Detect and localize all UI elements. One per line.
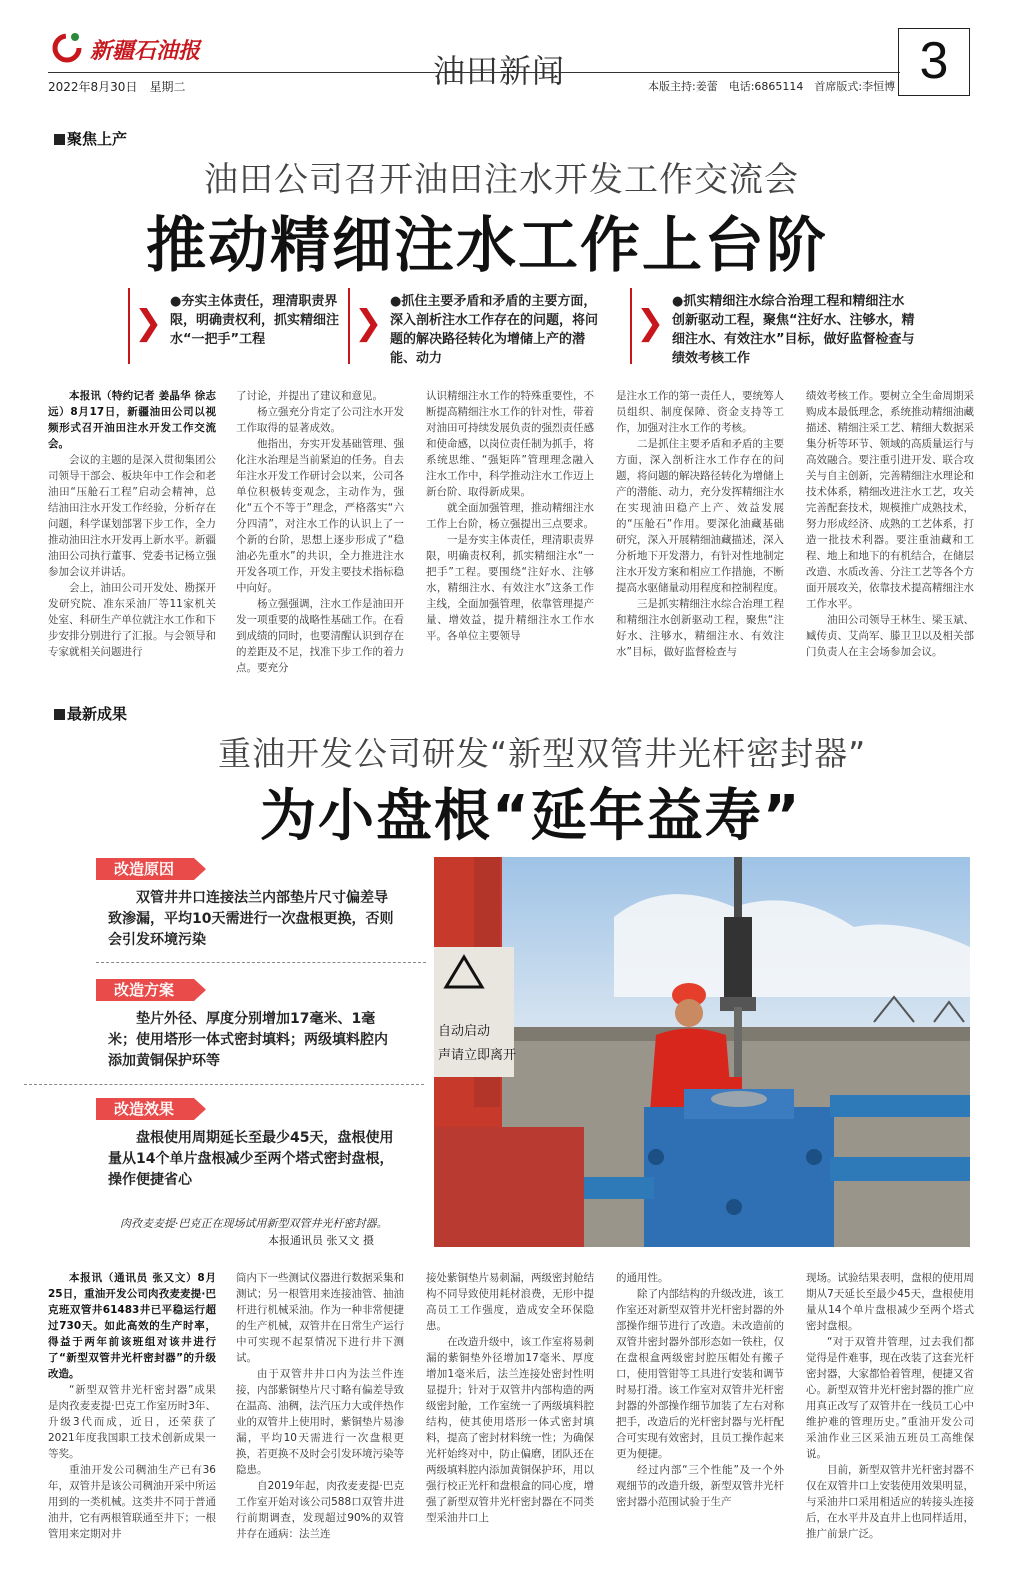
newspaper-logo bbox=[50, 28, 200, 70]
logo-text: 新疆石油报 bbox=[90, 38, 201, 64]
worker-face bbox=[675, 999, 703, 1027]
article2-column-5 bbox=[806, 1270, 974, 1542]
article1-tag: 聚焦上产 bbox=[54, 128, 127, 149]
blue-pipe-upper bbox=[830, 1095, 970, 1117]
article2-column-2 bbox=[236, 1270, 404, 1542]
article1-lead: 本报讯（特约记者 姜晶华 徐志远）8月17日，新疆油田公司以视频形式召开油田注水开发工作交流会。 bbox=[48, 390, 216, 450]
article1-column-4 bbox=[616, 388, 784, 660]
body-paragraph: 绩效考核工作。要树立全生命周期采购成本最低理念，系统推动精细油藏描述、精细注采工艺、精细大数据采集分析等环节、领域的高质量运行与高效融合。要注重引进开发、联合攻关与自主创新，完善精细注水理论和技术体系，精细改进注水工艺，攻关完善配套技术，规模推广成熟技术，努力形成经济、成熟的工艺体系，打造一批技术利器。要注重油藏和工程、地上和地下的有机结合，在储层改造、水质改善、分注工艺等各个方面开展攻关，依靠技术提高精细注水工作水平。 bbox=[806, 390, 974, 610]
body-paragraph: 了讨论，并提出了建议和意见。 bbox=[236, 390, 383, 402]
key-point-text: ●抓住主要矛盾和矛盾的主要方面，深入剖析注水工作存在的问题，将问题的解决路径转化为增储上产的潜能、动力 bbox=[390, 294, 599, 366]
article1-column-5 bbox=[806, 388, 974, 660]
field-photo bbox=[434, 857, 970, 1247]
issue-date: 2022年8月30日 星期二 bbox=[48, 80, 186, 94]
body-paragraph: 除了内部结构的升级改进，该工作室还对新型双管井光杆密封器的外部操作细节进行了改造。未改造前的双管井密封器外部形态如一铁柱，仅在盘根盒两级密封腔压帽处有搬子口，使用管钳等工具进行安装和调节时易打滑。该工作室对双管井光杆密封器的外部操作细节加装了左右对称把手，改造后的光杆密封器与光杆配合可实现有效密封，且员工操作起来更为便捷。 bbox=[616, 1288, 784, 1460]
box-text-reason: 双管井井口连接法兰内部垫片尺寸偏差导致渗漏，平均10天需进行一次盘根更换，否则会引发环境污染 bbox=[108, 890, 394, 948]
box-divider bbox=[24, 1084, 424, 1085]
body-paragraph: 他指出，夯实开发基础管理、强化注水治理是当前紧迫的任务。自去年注水开发工作研讨会以来，公司各单位积极转变观念，主动作为，强化“五个不等于”理念，严格落实“六分四清”，对注水工作的认识上了一个新的台阶，思想上逐步形成了“稳油必先重水”的共识，全力推进注水开发各项工作，开发主要技术指标稳中向好。 bbox=[236, 438, 404, 594]
stuffing-box bbox=[724, 917, 752, 997]
article2-column-4 bbox=[616, 1270, 784, 1510]
body-paragraph: 杨立强充分肯定了公司注水开发工作取得的显著成效。 bbox=[236, 406, 404, 434]
body-paragraph: 就全面加强管理，推动精细注水工作上台阶，杨立强提出三点要求。 bbox=[426, 502, 594, 530]
box-label-effect: 改造效果 bbox=[96, 1098, 194, 1120]
body-paragraph: 在改造升级中，该工作室将易刺漏的紫铜垫外径增加17毫米、厚度增加1毫米后，法兰连接处密封性明显提升；针对于双管井内部构造的两级密封舱，工作室统一了两级填料腔结构，使其使用塔形一体式密封填料，提高了密封材料统一性；为确保光杆始终对中，防止偏磨，团队还在两级填料腔内添加黄铜保护环，用以强行校正光杆和盘根盒的同心度，增强了新型双管井光杆密封器在不同类型采油井口上 bbox=[426, 1336, 594, 1524]
body-paragraph: 是注水工作的第一责任人，要统筹人员组织、制度保障、资金支持等工作，加强对注水工作的考核。 bbox=[616, 390, 784, 434]
key-point-bar bbox=[630, 288, 632, 364]
article2-column-1 bbox=[48, 1270, 216, 1542]
chevron-right-icon: ❯ bbox=[636, 303, 665, 343]
key-point-text: ●夯实主体责任，理清职责界限，明确责权利，抓实精细注水“一把手”工程 bbox=[170, 294, 340, 347]
flange bbox=[711, 1091, 767, 1107]
box-text-effect: 盘根使用周期延长至最少45天，盘根使用量从14个单片盘根减少至两个塔式密封盘根，操作便捷省心 bbox=[108, 1130, 394, 1188]
article2-tag: 最新成果 bbox=[54, 703, 127, 724]
blue-pipe-left bbox=[584, 1177, 654, 1199]
body-paragraph: 一是夯实主体责任，理清职责界限，明确责权利，抓实精细注水“一把手”工程。要围绕“注好水、注够水，精细注水、有效注水”这条工作主线，全面加强管理，依靠管理提产量、增效益，提升精细注水工作水平。各单位主要领导 bbox=[426, 534, 594, 642]
box-label-plan: 改造方案 bbox=[96, 979, 194, 1001]
blue-wellhead bbox=[644, 1107, 834, 1247]
article2-lead: 本报讯（通讯员 张又文）8月25日，重油开发公司肉孜麦麦提·巴克班双管井61483井已平稳运行超过730天。如此高效的生产时率，得益于两年前该班组对该井进行了“新型双管井光杆密封器”的升级改造。 bbox=[48, 1272, 216, 1380]
bolt bbox=[726, 1199, 742, 1215]
article1-column-2 bbox=[236, 388, 404, 676]
page-number: 3 bbox=[898, 28, 970, 96]
box-text-plan: 垫片外径、厚度分别增加17毫米、1毫米；使用塔形一体式密封填料；两级填料腔内添加黄铜保护环等 bbox=[108, 1011, 388, 1069]
sign-text-auto-start: 自动启动 bbox=[438, 1024, 491, 1039]
body-paragraph: 的通用性。 bbox=[616, 1272, 669, 1284]
body-paragraph: 杨立强强调，注水工作是油田开发一项重要的战略性基础工作。在看到成绩的同时，也要清醒认识到存在的差距及不足，找准下步工作的着力点。要充分 bbox=[236, 598, 404, 674]
body-paragraph: 会上，油田公司开发处、勘探开发研究院、准东采油厂等11家机关处室、科研生产单位就注水工作和下步安排分别进行了汇报。与会领导和专家就相关问题进行 bbox=[48, 582, 216, 658]
blue-pipe-lower bbox=[830, 1157, 970, 1181]
body-paragraph: 现场。试验结果表明，盘根的使用周期从7天延长至最少45天，盘根使用量从14个单片盘根减少至两个塔式密封盘根。 bbox=[806, 1272, 974, 1332]
section-name: 油田新闻 bbox=[433, 52, 566, 90]
editor-line: 本版主持:姜蕾 电话:6865114 首席版式:李恒博 bbox=[648, 80, 896, 93]
key-point-text: ●抓实精细注水综合治理工程和精细注水创新驱动工程，聚焦“注好水、注够水，精细注水、有效注水”目标，做好监督检查与绩效考核工作 bbox=[672, 294, 915, 366]
body-paragraph: 自2019年起，肉孜麦麦提·巴克工作室开始对该公司588口双管井进行前期调查，发现超过90%的双管井存在通病：法兰连 bbox=[236, 1480, 404, 1540]
article2-title: 为小盘根“延年益寿” bbox=[260, 784, 802, 849]
body-paragraph: 目前，新型双管井光杆密封器不仅在双管井口上安装使用效果明显，与采油井口采用相适应的转接头连接后，在水平井及直井上也同样适用，推广前景广泛。 bbox=[806, 1464, 974, 1540]
bolt bbox=[648, 1149, 664, 1165]
worker-arm bbox=[720, 1077, 742, 1091]
tag-square-icon bbox=[54, 709, 65, 720]
box-divider bbox=[96, 962, 426, 963]
key-point-bar bbox=[348, 288, 350, 364]
body-paragraph: 油田公司领导王林生、梁玉斌、臧传贞、艾尚军、滕卫卫以及相关部门负责人在主会场参加会议。 bbox=[806, 614, 974, 658]
photo-credit: 本报通讯员 张又文 摄 bbox=[268, 1234, 374, 1247]
body-paragraph: “新型双管井光杆密封器”成果是肉孜麦麦提·巴克工作室历时3年、升级3代而成，近日，还荣获了2021年度我国职工技术创新成果一等奖。 bbox=[48, 1384, 216, 1460]
body-paragraph: 经过内部“三个性能”及一个外观细节的改造升级，新型双管井光杆密封器小范围试验于生产 bbox=[616, 1464, 784, 1508]
red-equipment-base bbox=[434, 1127, 584, 1247]
body-paragraph: 由于双管井井口内为法兰件连接，内部紫铜垫片尺寸略有偏差导致在温高、油稠，法汽压力大或伴热作业的双管井上使用时，紫铜垫片易渗漏，平均10天需进行一次盘根更换，若更换不及时会引发环境污染等隐患。 bbox=[236, 1368, 404, 1476]
body-paragraph: 筒内下一些测试仪器进行数据采集和测试；另一根管用来连接油管、抽油杆进行机械采油。作为一种非常便捷的生产机械，双管井在日常生产运行中可实现不起泵情况下进行井下测试。 bbox=[236, 1272, 404, 1364]
key-point-2 bbox=[348, 288, 618, 368]
key-point-3 bbox=[630, 288, 915, 368]
body-paragraph: 三是抓实精细注水综合治理工程和精细注水创新驱动工程，聚焦“注好水、注够水，精细注水、有效注水”目标，做好监督检查与 bbox=[616, 598, 784, 658]
key-point-bar bbox=[128, 288, 130, 364]
article2-column-3 bbox=[426, 1270, 594, 1526]
body-paragraph: 接处紫铜垫片易刺漏，两级密封舱结构不同导致使用耗材浪费，无形中提高员工工作强度，造成安全环保隐患。 bbox=[426, 1272, 594, 1332]
article1-subtitle: 油田公司召开油田注水开发工作交流会 bbox=[204, 160, 799, 200]
tag-square-icon bbox=[54, 134, 65, 145]
sign-text-leave: 声请立即离开 bbox=[438, 1048, 517, 1063]
bolt bbox=[806, 1149, 822, 1165]
chevron-right-icon: ❯ bbox=[134, 303, 163, 343]
chevron-right-icon: ❯ bbox=[354, 303, 383, 343]
body-paragraph: 重油开发公司稠油生产已有36年，双管井是该公司稠油开采中所运用到的一类机械。这类井不同于普通油井，它有两根管联通至井下；一根管用来定期对井 bbox=[48, 1464, 216, 1540]
photo-caption: 肉孜麦麦提·巴克正在现场试用新型双管井光杆密封器。 bbox=[120, 1217, 388, 1230]
logo-icon bbox=[50, 30, 84, 64]
body-paragraph: 二是抓住主要矛盾和矛盾的主要方面，深入剖析注水工作存在的问题，将问题的解决路径转化为增储上产的潜能、动力，充分发挥精细注水在实现油田稳产上产、效益发展的“压舱石”作用。要深化油藏基础研究，深入开展精细油藏描述，深入分析地下开发潜力，有针对性地制定注水开发方案和相应工作措施，不断提高水驱储量动用程度和控制程度。 bbox=[616, 438, 784, 594]
article1-title: 推动精细注水工作上台阶 bbox=[146, 211, 828, 281]
body-paragraph: “对于双管井管理，过去我们都觉得是件难事，现在改装了这套光杆密封器，大家都恰着管理，便捷又省心。新型双管井光杆密封器的推广应用真正改写了双管井在一线员工心中维护难的管理历史。”重油开发公司采油作业三区采油五班员工高维保说。 bbox=[806, 1336, 974, 1460]
article2-subtitle: 重油开发公司研发“新型双管井光杆密封器” bbox=[218, 734, 867, 773]
body-paragraph: 会议的主题的是深入贯彻集团公司领导干部会、板块年中工作会和老油田“压舱石工程”启动会精神，总结油田注水开发工作经验，分析存在问题，科学谋划部署下步工作，全力推动油田注水开发再上新水平。新疆油田公司执行董事、党委书记杨立强参加会议并讲话。 bbox=[48, 454, 216, 578]
article1-column-1 bbox=[48, 388, 216, 660]
body-paragraph: 认识精细注水工作的特殊重要性，不断提高精细注水工作的针对性，带着对油田可持续发展负责的强烈责任感和使命感，以岗位责任制为抓手，将系统思维、“强矩阵”管理理念融入注水工作中，科学推动注水工作迈上新台阶、取得新成果。 bbox=[426, 390, 594, 498]
box-label-reason: 改造原因 bbox=[96, 858, 194, 880]
article1-column-3 bbox=[426, 388, 594, 644]
